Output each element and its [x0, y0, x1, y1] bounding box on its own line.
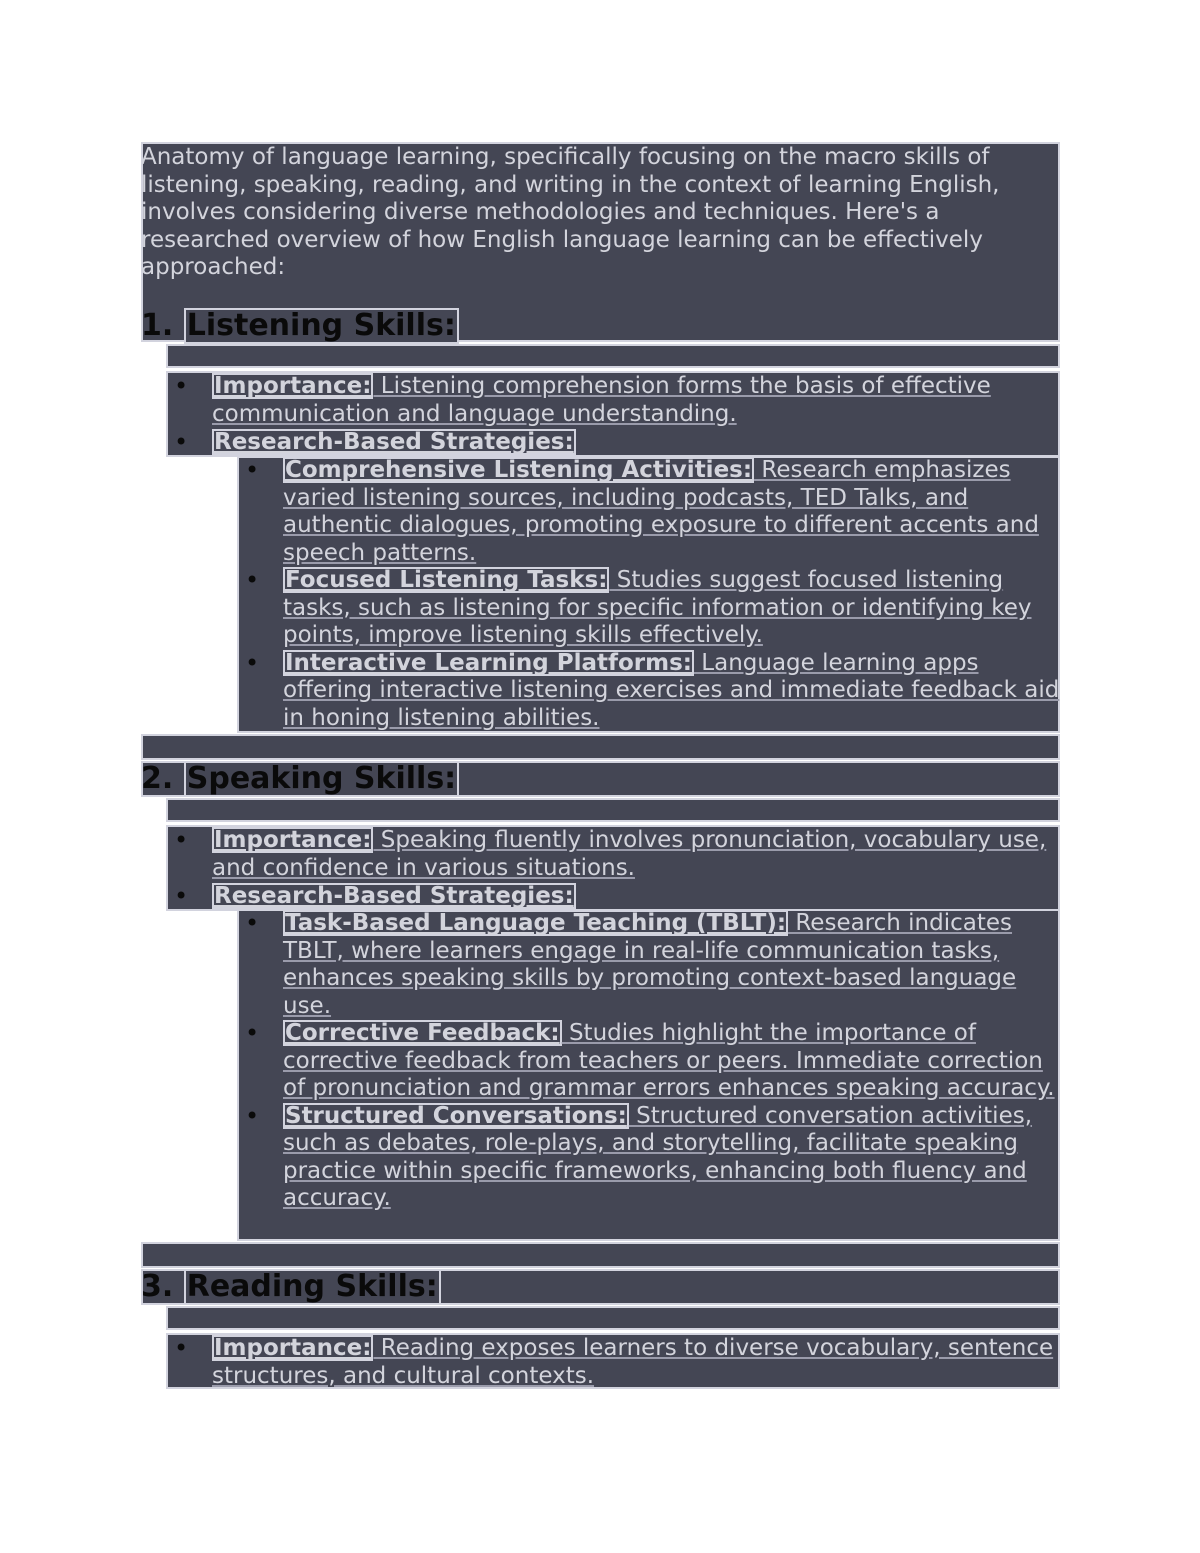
list-item-strategies	[166, 428, 1060, 456]
importance-text: Listening comprehension forms the basis of effective communication and language understanding.	[212, 373, 991, 427]
importance-label: Importance:	[214, 1335, 372, 1361]
strategies-label: Research-Based Strategies:	[214, 883, 574, 909]
strategy-text: Research indicates TBLT, where learners engage in real-life communication tasks, enhances speaking skills by promoting context-based language use.	[283, 910, 1017, 1019]
strategy-term: Corrective Feedback:	[285, 1020, 560, 1046]
strategy-term: Comprehensive Listening Activities:	[285, 457, 753, 483]
list-item-strategies	[166, 882, 1060, 910]
list-item-importance	[166, 1334, 1060, 1390]
spacer-bar	[166, 1306, 1060, 1330]
reading-main-list	[166, 1333, 1060, 1389]
strategy-term: Focused Listening Tasks:	[285, 567, 608, 593]
strategy-term: Task-Based Language Teaching (TBLT):	[285, 910, 787, 936]
section-heading-speaking	[141, 761, 459, 797]
section-heading-listening	[141, 308, 459, 344]
strategy-text: Studies highlight the importance of corrective feedback from teachers or peers. Immediate correction of pronunciation and grammar errors enhances speaking accuracy.	[283, 1020, 1055, 1101]
strategy-text: Research emphasizes varied listening sources, including podcasts, TED Talks, and authentic dialogues, promoting exposure to different accents and speech patterns.	[283, 457, 1039, 566]
list-item-importance	[166, 826, 1060, 882]
section-number: 1.	[141, 308, 174, 343]
spacer-bar	[166, 798, 1060, 822]
list-item	[237, 457, 1060, 567]
listening-main-list	[166, 371, 1060, 457]
intro-text: Anatomy of language learning, specifically focusing on the macro skills of listening, speaking, reading, and writing in the context of learning English, involves considering diverse methodologies and techniques. Here's a researched overview of how English language learning can be effectively approached:	[141, 144, 1000, 280]
list-item-importance	[166, 372, 1060, 428]
section-title: Listening Skills:	[184, 308, 459, 344]
section-number: 2.	[141, 761, 174, 796]
list-item	[237, 650, 1060, 733]
importance-text: Speaking fluently involves pronunciation, vocabulary use, and confidence in various situations.	[212, 827, 1047, 881]
speaking-main-list	[166, 825, 1060, 911]
section-title: Speaking Skills:	[184, 761, 459, 797]
importance-text: Reading exposes learners to diverse vocabulary, sentence structures, and cultural contexts.	[212, 1335, 1054, 1389]
list-item	[237, 567, 1060, 650]
strategy-term: Structured Conversations:	[285, 1102, 627, 1129]
strategy-text: Structured conversation activities, such as debates, role-plays, and storytelling, facilitate speaking practice within specific frameworks, enhancing both fluency and accuracy.	[283, 1102, 1033, 1211]
strategy-text: Studies suggest focused listening tasks, such as listening for specific information or identifying key points, improve listening skills effectively.	[283, 567, 1032, 648]
strategy-term: Interactive Learning Platforms:	[285, 649, 692, 676]
spacer-bar	[166, 344, 1060, 368]
strategy-text: Language learning apps offering interactive listening exercises and immediate feedback aid in honing listening abilities.	[283, 649, 1060, 731]
list-item	[237, 1020, 1060, 1103]
section-heading-reading	[141, 1269, 441, 1305]
list-item	[237, 1103, 1060, 1213]
importance-label: Importance:	[214, 827, 372, 853]
importance-label: Importance:	[214, 373, 372, 399]
section-title: Reading Skills:	[184, 1269, 441, 1305]
strategies-label: Research-Based Strategies:	[214, 429, 574, 455]
spacer-bar	[141, 1242, 1060, 1268]
section-number: 3.	[141, 1269, 174, 1304]
list-item	[237, 910, 1060, 1020]
spacer-bar	[141, 734, 1060, 760]
listening-strategies-list	[237, 456, 1060, 733]
speaking-strategies-list	[237, 909, 1060, 1241]
